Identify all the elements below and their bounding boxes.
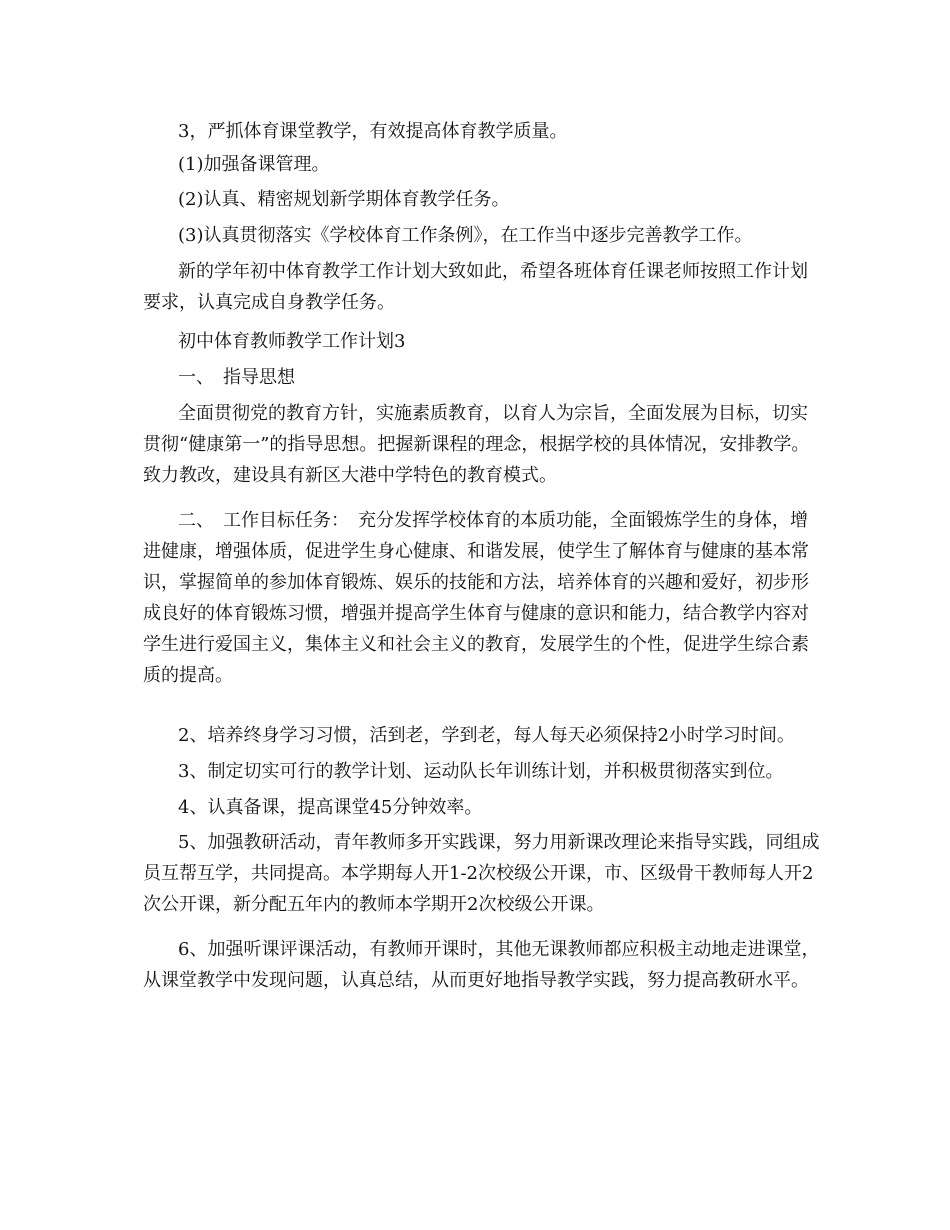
paragraph-1: 3，严抓体育课堂教学，有效提高体育教学质量。 <box>178 121 568 142</box>
paragraph-work-goals: 二、 工作目标任务： 充分发挥学校体育的本质功能，全面锻炼学生的身体，增进健康，增强体质，促进学生身心健康、和谐发展，使学生了解体育与健康的基本常识，掌握简单的参加体育锻炼、娱乐的技能和方法，培养体育的兴趣和爱好，初步形成良好的体育锻炼习惯，增强并提高学生体育与健康的意识和能力，结合教学内容对学生进行爱国主义，集体主义和社会主义的教育，发展学生的个性，促进学生综合素质的提高。 <box>143 510 809 686</box>
paragraph-2: (1)加强备课管理。 <box>178 154 330 175</box>
paragraph-guiding-thought: 全面贯彻党的教育方针，实施素质教育，以育人为宗旨，全面发展为目标，切实贯彻“健康第一”的指导思想。把握新课程的理念，根据学校的具体情况，安排教学。致力教改，建设具有新区大港中学特色的教育模式。 <box>143 403 810 486</box>
paragraph-5: 新的学年初中体育教学工作计划大致如此，希望各班体育任课老师按照工作计划要求，认真完成自身教学任务。 <box>143 261 808 313</box>
paragraph-item-2: 2、培养终身学习习惯，活到老，学到老，每人每天必须保持2小时学习时间。 <box>178 725 795 746</box>
section-heading: 初中体育教师教学工作计划3 <box>178 331 406 352</box>
subheading-guiding-thought: 一、 指导思想 <box>178 367 295 388</box>
paragraph-item-5: 5、加强教研活动，青年教师多开实践课，努力用新课改理论来指导实践，同组成员互帮互学，共同提高。本学期每人开1-2次校级公开课，市、区级骨干教师每人开2次公开课，新分配五年内的教师本学期开2次校级公开课。 <box>143 832 820 915</box>
paragraph-item-3: 3、制定切实可行的教学计划、运动队长年训练计划，并积极贯彻落实到位。 <box>178 761 784 782</box>
paragraph-item-6: 6、加强听课评课活动，有教师开课时，其他无课教师都应积极主动地走进课堂，从课堂教学中发现问题，认真总结，从而更好地指导教学实践，努力提高教研水平。 <box>143 939 820 991</box>
paragraph-3: (2)认真、精密规划新学期体育教学任务。 <box>178 189 510 210</box>
paragraph-4: (3)认真贯彻落实《学校体育工作条例》，在工作当中逐步完善教学工作。 <box>178 225 753 246</box>
paragraph-item-4: 4、认真备课，提高课堂45分钟效率。 <box>178 797 483 818</box>
